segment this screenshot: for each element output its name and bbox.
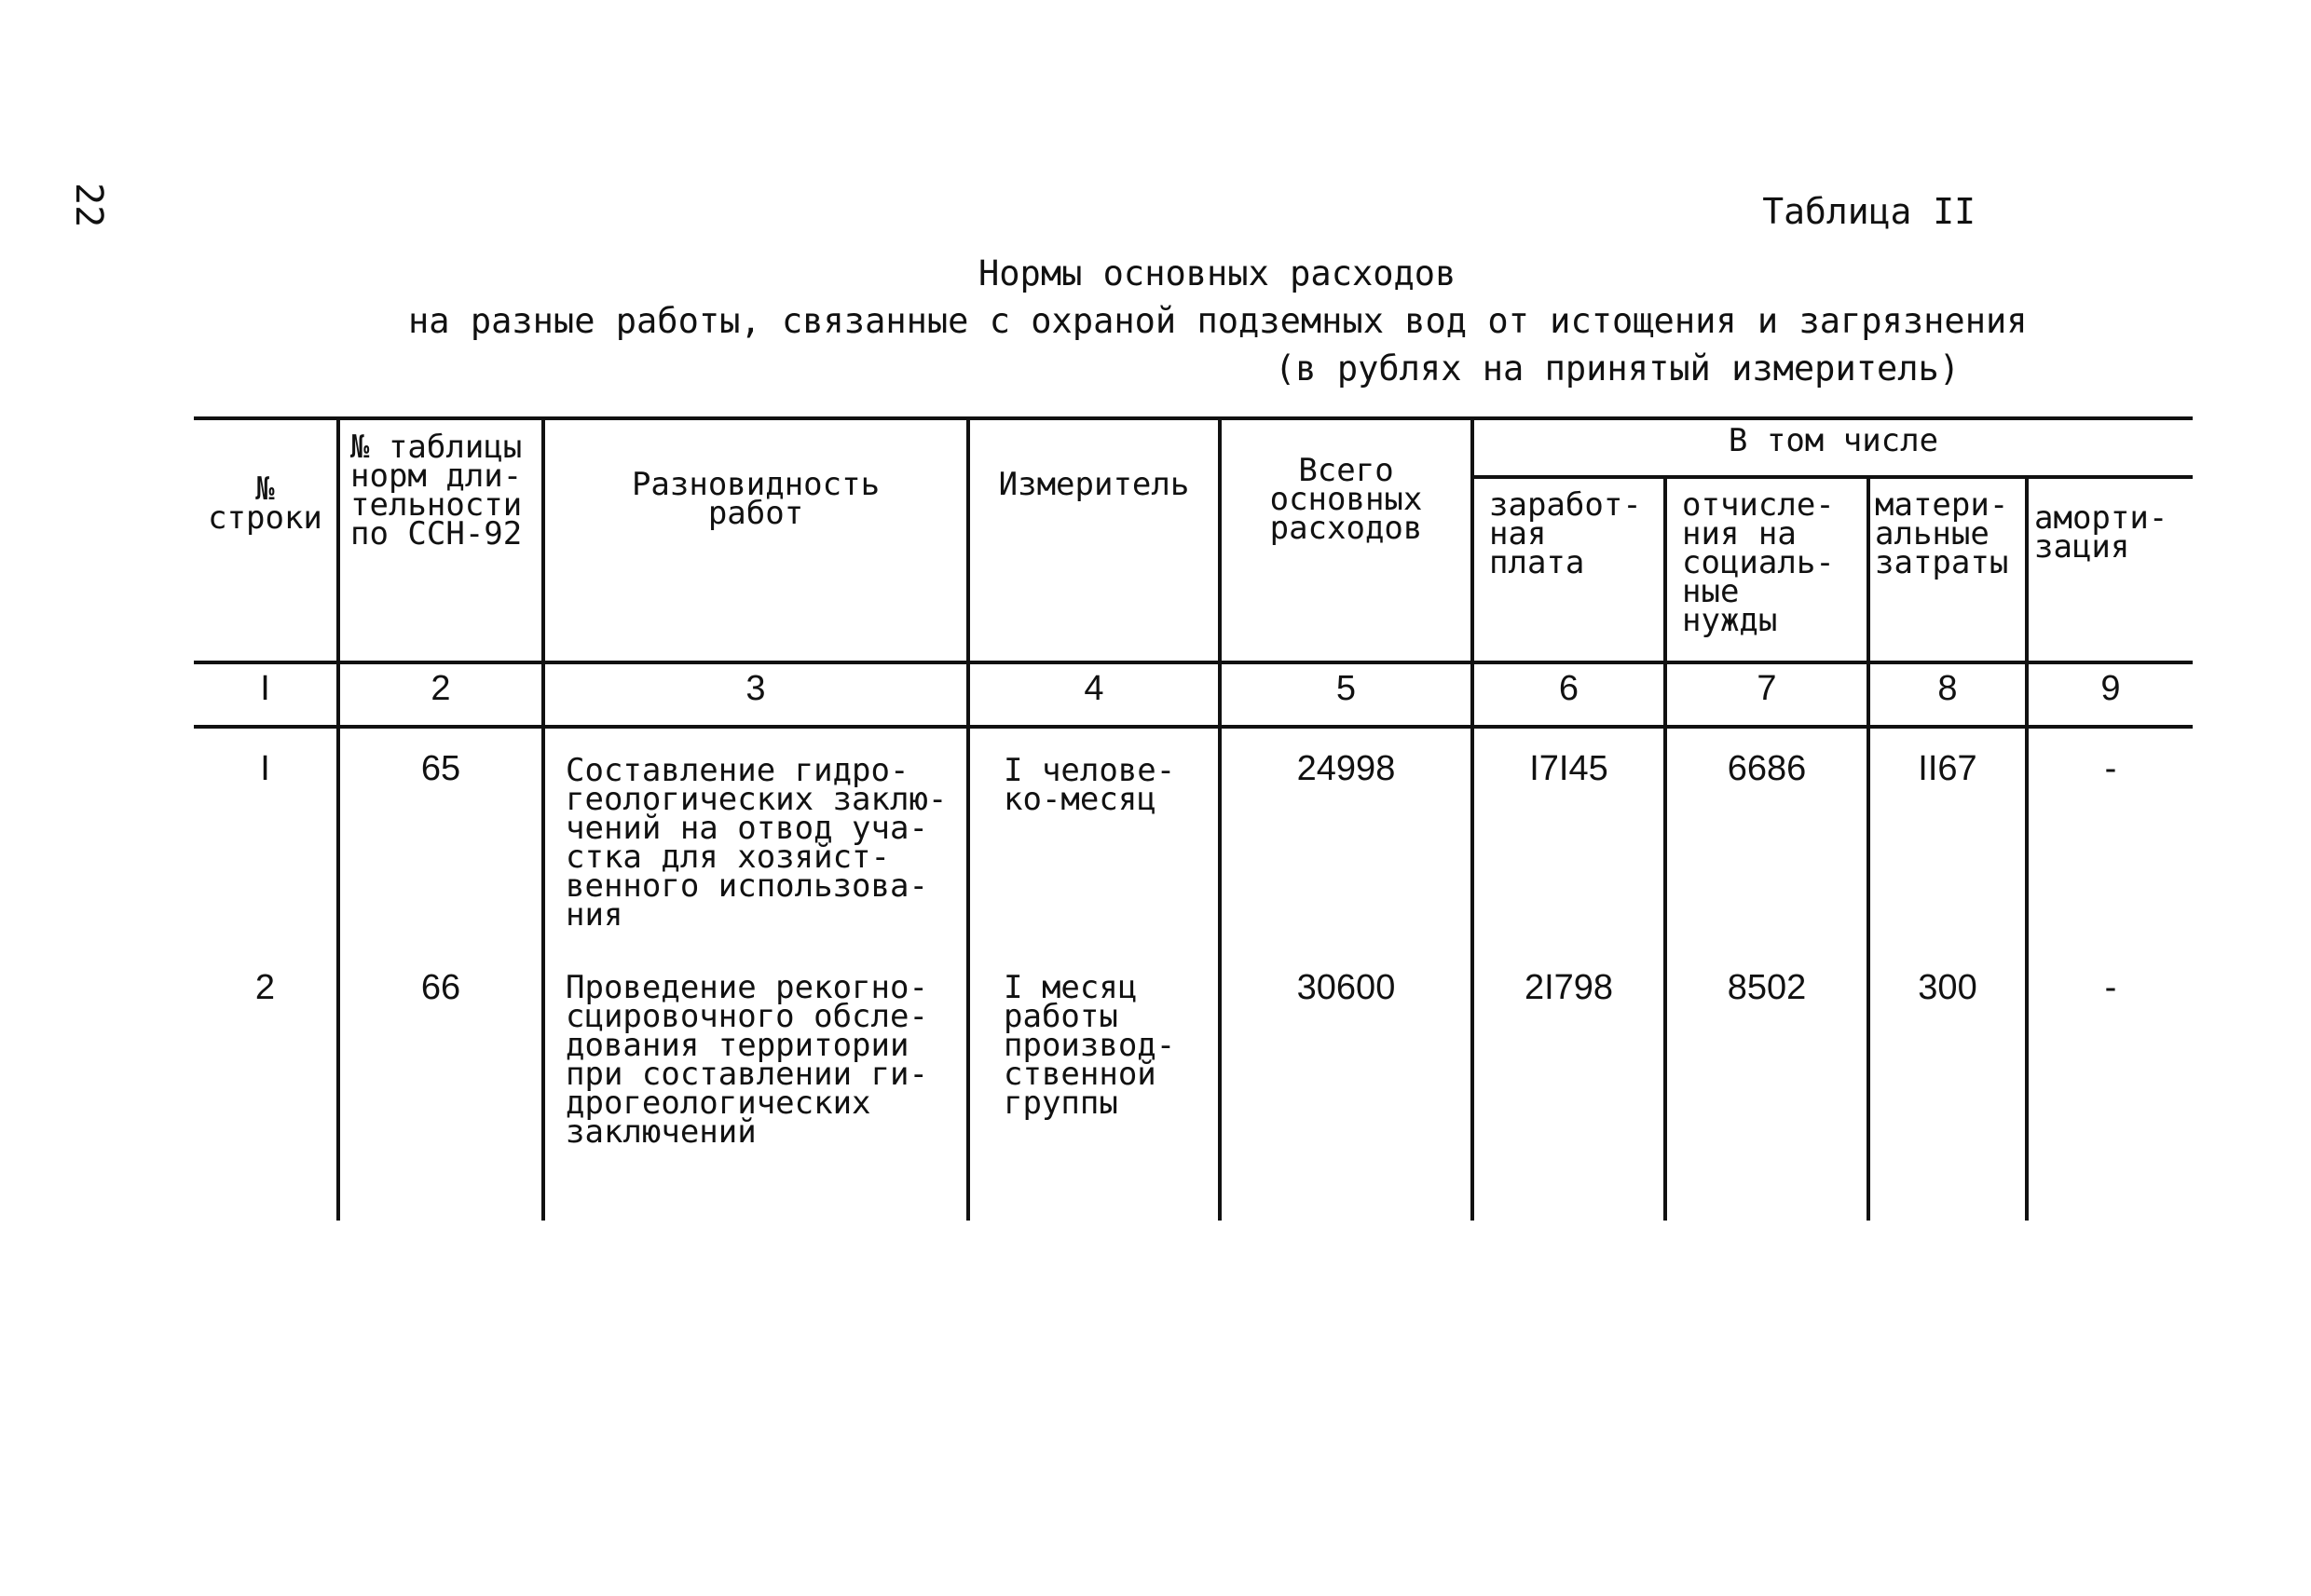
column-divider <box>966 418 970 1221</box>
material-costs: 300 <box>1918 968 1977 1007</box>
column-number: 8 <box>1937 669 1958 708</box>
unit: I челове- ко-месяц <box>1004 752 1176 818</box>
column-divider <box>336 418 340 1221</box>
row-number: I <box>260 749 270 788</box>
total-costs: 30600 <box>1296 968 1396 1007</box>
header-norm-table-number: № таблицы норм дли- тельности по ССН-92 <box>350 429 523 552</box>
header-work-type: Разновидность работ <box>631 466 881 532</box>
table-top-rule <box>194 416 2193 420</box>
column-numbers-bottom-rule <box>194 725 2193 729</box>
column-divider <box>541 418 545 1221</box>
column-number: 2 <box>431 669 451 708</box>
column-number: 4 <box>1084 669 1104 708</box>
header-row-number: № строки <box>208 471 322 537</box>
table-title-line-1: Нормы основных расходов <box>978 253 1456 293</box>
work-type: Составление гидро- геологических заклю- чений на отвод уча- стка для хозяйст- венного использова- ния <box>566 752 948 934</box>
row-number: 2 <box>254 968 276 1007</box>
column-divider <box>2025 477 2029 1221</box>
amortization: - <box>2104 968 2117 1007</box>
table-label: Таблица II <box>1762 191 1976 232</box>
column-divider <box>1470 418 1474 1221</box>
header-bottom-rule <box>194 661 2193 664</box>
table-title-line-2: на разные работы, связанные с охраной подземных вод от истощения и загрязнения <box>408 301 2028 341</box>
column-number: 3 <box>745 669 766 708</box>
salary: I7I45 <box>1529 749 1608 788</box>
header-social-contributions: отчисле- ния на социаль- ные нужды <box>1682 486 1835 639</box>
column-number: 7 <box>1757 669 1777 708</box>
column-number: 6 <box>1558 669 1579 708</box>
amortization: - <box>2104 749 2117 788</box>
column-number: 5 <box>1335 669 1357 708</box>
header-total-costs: Всего основных расходов <box>1269 452 1423 547</box>
norm-table-number: 65 <box>420 749 461 788</box>
column-divider <box>1663 477 1667 1221</box>
page-number: 22 <box>67 183 110 228</box>
group-header-rule <box>1470 475 2193 479</box>
column-number: I <box>260 669 270 708</box>
header-salary: заработ- ная плата <box>1489 486 1642 581</box>
column-number: 9 <box>2100 669 2121 708</box>
social-contributions: 6686 <box>1727 749 1807 788</box>
salary: 2I798 <box>1524 968 1614 1007</box>
column-divider <box>1867 477 1870 1221</box>
header-group-including: В том числе <box>1728 422 1939 459</box>
work-type: Проведение рекогно- сцировочного обсле- дования территории при составлении ги- дрогеологических заключений <box>566 969 928 1151</box>
social-contributions: 8502 <box>1727 968 1807 1007</box>
unit: I месяц работы производ- ственной группы <box>1004 969 1176 1122</box>
header-material-costs: матери- альные затраты <box>1875 486 2009 581</box>
header-amortization: аморти- зация <box>2034 499 2168 566</box>
norm-table-number: 66 <box>420 968 461 1007</box>
table-title-line-3: (в рублях на принятый измеритель) <box>1275 348 1961 389</box>
material-costs: II67 <box>1918 749 1977 788</box>
total-costs: 24998 <box>1296 749 1396 788</box>
header-unit: Измеритель <box>998 466 1190 503</box>
